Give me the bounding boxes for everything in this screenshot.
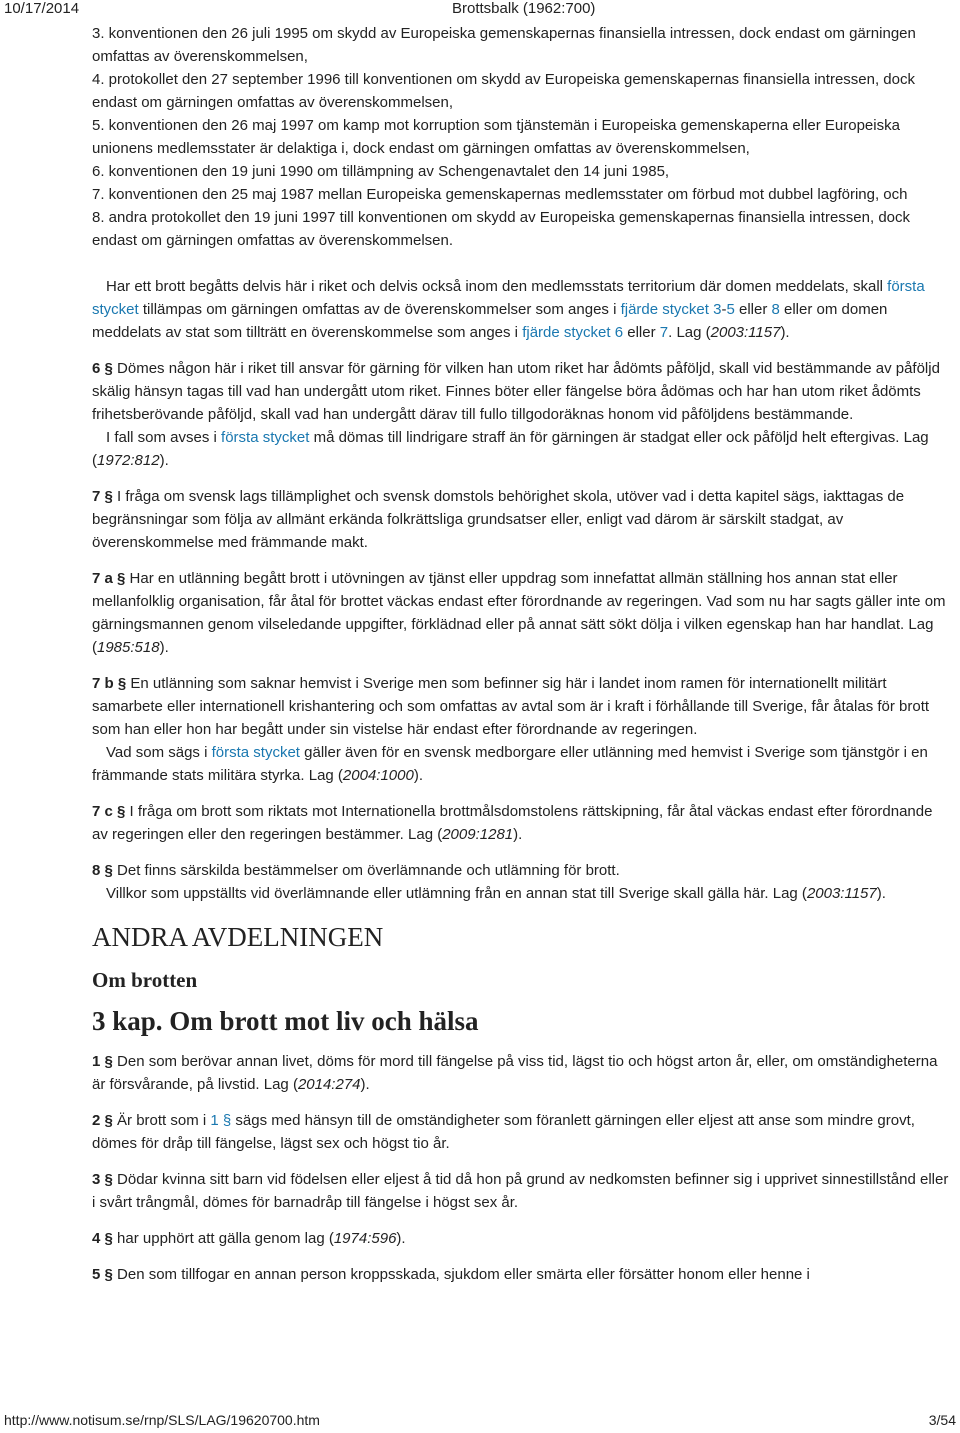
- law-reference: 1974:596: [333, 1230, 397, 1247]
- list-item: 6. konventionen den 19 juni 1990 om tillämpning av Schengenavtalet den 14 juni 1985,: [92, 163, 670, 180]
- section-number: 1 §: [92, 1053, 113, 1070]
- section-number: 4 §: [92, 1230, 113, 1247]
- chapter-3-section-4: 4 § har upphört att gälla genom lag (1974:596).: [92, 1230, 406, 1247]
- page-header: [0, 0, 960, 22]
- document-title: Brottsbalk (1962:700): [452, 0, 596, 17]
- law-reference: 1972:812: [97, 452, 160, 469]
- list-item: 4. protokollet den 27 september 1996 till konventionen om skydd av Europeiska gemenskapernas finansiella intressen, dock endast om gärningen omfattas av överenskommelsen,: [92, 71, 915, 111]
- law-reference: 2003:1157: [710, 324, 781, 341]
- section-number: 7 b §: [92, 675, 127, 692]
- law-reference: 2009:1281: [442, 826, 514, 843]
- law-reference: 1985:518: [97, 639, 160, 656]
- division-heading: ANDRA AVDELNINGEN: [92, 922, 384, 952]
- section-7: 7 § I fråga om svensk lags tillämplighet och svensk domstols behörighet skola, utöver vad i detta kapitel sägs, iakttagas de begränsningar som följa av allmänt erkända folkrättsliga grundsatser eller, enligt vad därom är särskilt stadgat, av överenskommelse med främmande makt.: [92, 488, 905, 551]
- link-forsta-stycket[interactable]: första stycket: [221, 429, 310, 446]
- chapter-3-section-2: 2 § Är brott som i 1 § sägs med hänsyn till de omständigheter som föranlett gärningen eller eljest att anse som mindre grovt, dömes för dråp till fängelse, lägst sex och högst tio år.: [92, 1112, 915, 1152]
- law-reference: 2014:274: [297, 1076, 361, 1093]
- section-7b-paragraph-2: Vad som sägs i första stycket gäller även för en svensk medborgare eller utlänning med hemvist i Sverige som tjänstgör i en främmande stats militära styrka. Lag (2004:1000).: [92, 744, 928, 784]
- section-8: 8 § Det finns särskilda bestämmelser om överlämnande och utlämning för brott.: [92, 862, 620, 879]
- page-number: 3/54: [928, 1412, 956, 1428]
- section-number: 8 §: [92, 862, 113, 879]
- page-footer: [0, 1412, 960, 1432]
- list-item: 5. konventionen den 26 maj 1997 om kamp mot korruption som tjänstemän i Europeiska gemenskaperna eller Europeiska unionens medlemsstater är delaktiga i, dock endast om gärningen omfattas av överenskommelsen,: [92, 117, 900, 157]
- list-item: 7. konventionen den 25 maj 1987 mellan Europeiska gemenskapernas medlemsstater om förbud mot dubbel lagföring, och: [92, 186, 908, 203]
- chapter-3-section-5: 5 § Den som tillfogar en annan person kroppsskada, sjukdom eller smärta eller försätter honom eller henne i: [92, 1266, 810, 1283]
- link-forsta-stycket[interactable]: första stycket: [92, 278, 925, 318]
- section-number: 6 §: [92, 360, 113, 377]
- section-number: 3 §: [92, 1171, 113, 1188]
- section-6-paragraph-2: I fall som avses i första stycket må dömas till lindrigare straff än för gärningen är stadgat eller ock påföljd helt eftergivas. Lag (1972:812).: [92, 429, 929, 469]
- section-7a: 7 a § Har en utlänning begått brott i utövningen av tjänst eller uppdrag som innefattat allmän ställning hos annan stat eller mellanfolklig organisation, får åtal för brottet väckas endast efter förordnande av regeringen. Vad som nu har sagts gäller inte om gärningsmannen genom vilseledande uppgifter, förklädnad eller på annat sätt sökt dölja i vilken egenskap han har handlat. Lag (1985:518).: [92, 570, 946, 656]
- section-number: 7 §: [92, 488, 113, 505]
- section-number: 7 a §: [92, 570, 126, 587]
- link-forsta-stycket[interactable]: första stycket: [211, 744, 300, 761]
- source-url: http://www.notisum.se/rnp/SLS/LAG/19620700.htm: [4, 1412, 320, 1428]
- print-date: 10/17/2014: [4, 0, 80, 17]
- section-8-paragraph-2: Villkor som uppställts vid överlämnande eller utlämning från en annan stat till Sverige skall gälla här. Lag (2003:1157).: [106, 885, 886, 902]
- law-reference: 2003:1157: [806, 885, 877, 902]
- chapter-3-section-1: 1 § Den som berövar annan livet, döms för mord till fängelse på viss tid, lägst tio och högst arton år, eller, om omständigheterna är försvårande, på livstid. Lag (2014:274).: [92, 1053, 938, 1093]
- division-subheading: Om brotten: [92, 968, 198, 992]
- link-7[interactable]: 7: [659, 324, 669, 341]
- list-item: 3. konventionen den 26 juli 1995 om skydd av Europeiska gemenskapernas finansiella intressen, dock endast om gärningen omfattas av överenskommelsen,: [92, 25, 916, 65]
- chapter-3-section-3: 3 § Dödar kvinna sitt barn vid födelsen eller eljest å tid då hon på grund av nedkomsten befinner sig i upprivet sinnestillstånd eller i svårt trångmål, dömes för barnadråp till fängelse i högst sex år.: [92, 1171, 949, 1211]
- section-7b: 7 b § En utlänning som saknar hemvist i Sverige men som befinner sig här i landet inom ramen för internationellt militärt samarbete eller internationell krishantering och som omfattas av avtal som är i kraft i förhållande till Sverige, får åtalas för brott som han eller hon har begått under sin vistelse här endast efter förordnande av regeringen.: [92, 675, 930, 738]
- law-reference: 2004:1000: [342, 767, 414, 784]
- section-number: 2 §: [92, 1112, 113, 1129]
- link-fjarde-stycket-3[interactable]: fjärde stycket 3: [620, 301, 722, 318]
- link-8[interactable]: 8: [771, 301, 780, 318]
- chapter-heading: 3 kap. Om brott mot liv och hälsa: [92, 1006, 479, 1036]
- list-item: 8. andra protokollet den 19 juni 1997 till konventionen om skydd av Europeiska gemenskapernas finansiella intressen, dock endast om gärningen omfattas av överenskommelsen.: [92, 209, 910, 249]
- paragraph-territory: Har ett brott begåtts delvis här i riket och delvis också inom den medlemsstats territorium där domen meddelats, skall första stycket tillämpas om gärningen omfattas av de överenskommelser som anges i fjärde stycket 3-5 eller 8 eller om domen meddelats av stat som tillträtt en överenskommelse som anges i fjärde stycket 6 eller 7. Lag (2003:1157).: [92, 278, 925, 341]
- section-7c: 7 c § I fråga om brott som riktats mot Internationella brottmålsdomstolens rättskipning, får åtal väckas endast efter förordnande av regeringen eller den regeringen bestämmer. Lag (2009:1281).: [92, 803, 933, 843]
- link-section-1[interactable]: 1 §: [210, 1112, 232, 1129]
- section-6: 6 § Dömes någon här i riket till ansvar för gärning för vilken han utom riket har ådömts påföljd, skall vid bestämmande av påföljd skälig hänsyn tagas till vad han undergått utom riket. Finnes böter eller fängelse böra ådömas och har han utom riket ådömts frihetsberövande påföljd, skall vad han undergått därav till fullo tillgodoräknas honom vid påföljdens bestämmande.: [92, 360, 940, 423]
- section-number: 5 §: [92, 1266, 113, 1283]
- document-body: [92, 22, 950, 1286]
- section-number: 7 c §: [92, 803, 126, 820]
- link-fjarde-stycket-6[interactable]: fjärde stycket 6: [522, 324, 624, 341]
- link-5[interactable]: 5: [726, 301, 735, 318]
